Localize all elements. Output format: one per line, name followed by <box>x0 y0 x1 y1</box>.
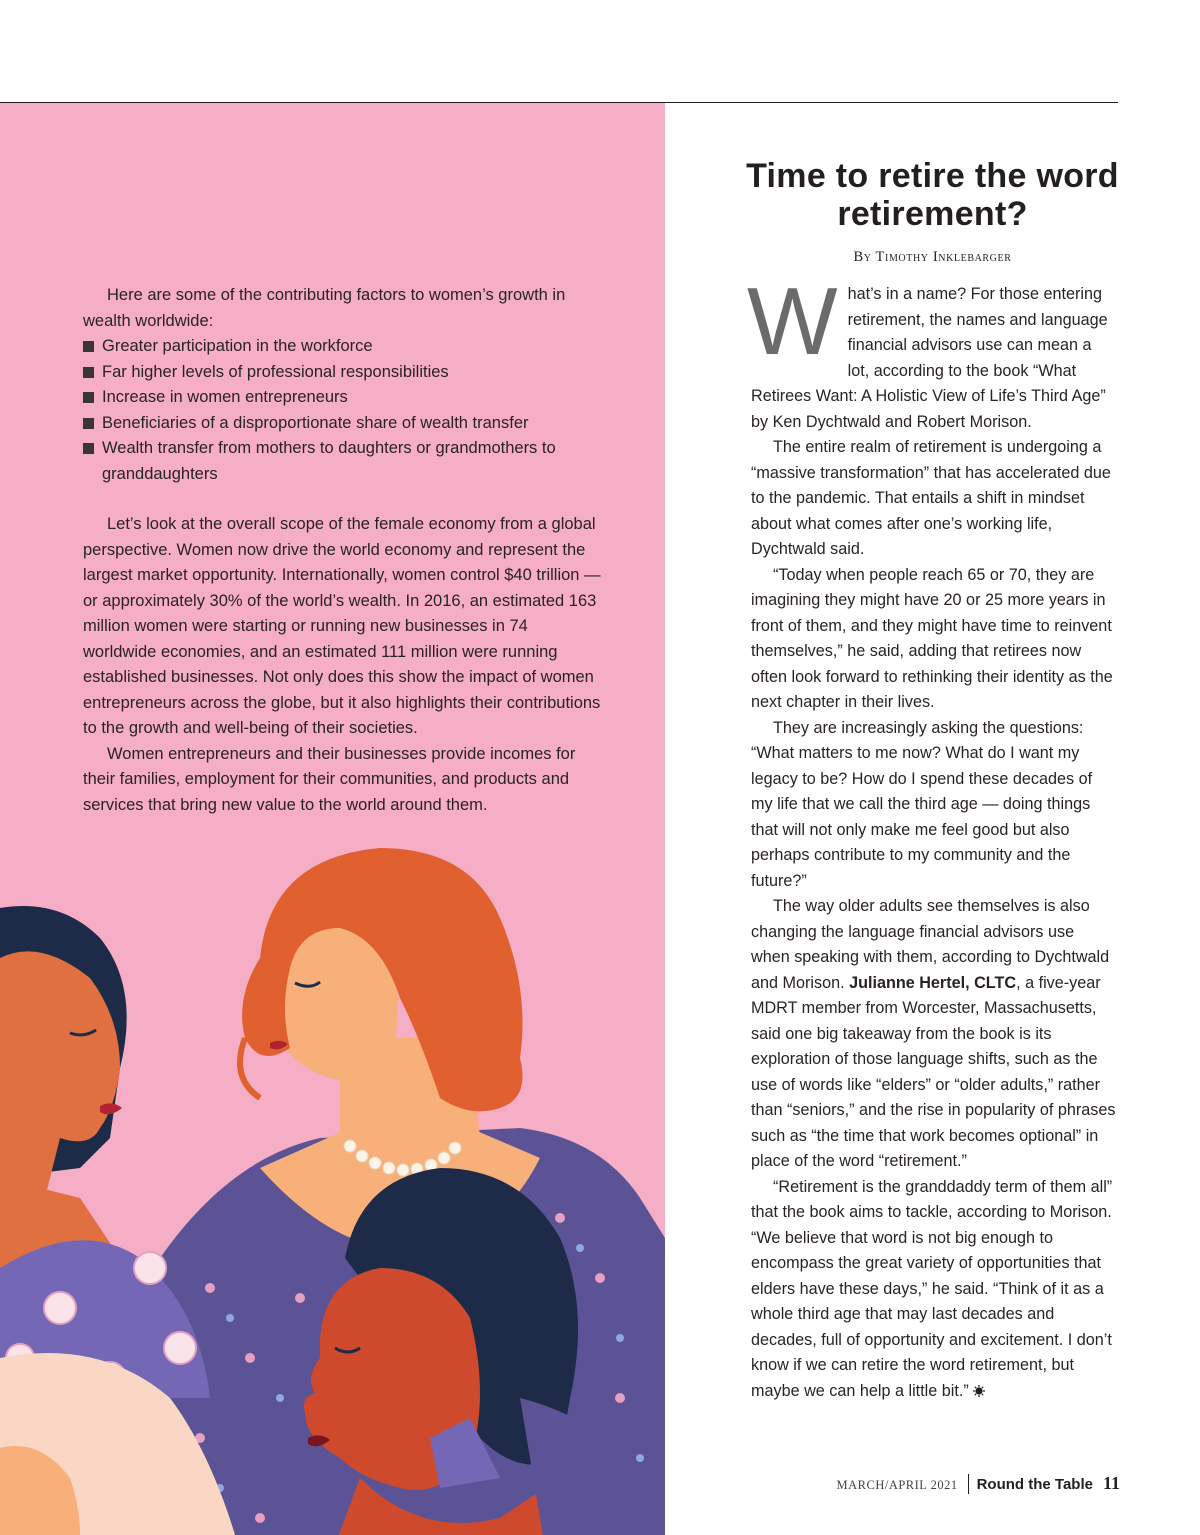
article-paragraph: The way older adults see themselves is also changing the language financial advisors use when speaking with them, according to Dychtwald and Morison. Julianne Hertel, CLTC, a five-year MDRT member from Worcester, Massachusetts, said one big takeaway from the book is its exploration of those language shifts, such as the use of words like “elders” or “older adults,” rather than “seniors,” and the rise in popularity of phrases such as “the time that work becomes optional” in place of the word “retirement.” <box>751 897 1116 1170</box>
magazine-title: Round the Table <box>976 1476 1093 1493</box>
bullet-square-icon <box>83 418 94 429</box>
list-item: Increase in women entrepreneurs <box>83 385 603 411</box>
article-paragraph: “Retirement is the granddaddy term of them all” that the book aims to tackle, according to Morison. “We believe that word is not big enough to encompass the great variety of opportunities that elders have these days,” he said. “Think of it as a whole third age that may last decades and decades, full of opportunity and excitement. I don’t know if we can retire the word retirement, but maybe we can help a little bit.” <box>751 1177 1113 1400</box>
article-paragraph: The entire realm of retirement is undergoing a “massive transformation” that has accelerated due to the pandemic. That entails a shift in mindset about what comes after one’s working life, Dychtwald said. <box>751 438 1111 558</box>
bullet-square-icon <box>83 443 94 454</box>
list-item: Greater participation in the workforce <box>83 334 603 360</box>
article-paragraph: What’s in a name? For those entering retirement, the names and language financial advisors use can mean a lot, according to the book “What Retirees Want: A Holistic View of Life’s Third Age” by Ken Dychtwald and Robert Morison. <box>747 268 1108 431</box>
member-name: Julianne Hertel, CLTC <box>849 973 1017 992</box>
scope-paragraph: Let’s look at the overall scope of the female economy from a global perspective. Women now drive the world economy and represent the largest market opportunity. Internationally, women control $40 trillion — or approximately 30% of the world’s wealth. In 2016, an estimated 163 million women were starting or running new businesses in 74 worldwide economies, and an estimated 111 million were running established businesses. Not only does this show the impact of women entrepreneurs across the globe, but it also highlights their contributions to the growth and well-being of their societies. <box>83 515 601 737</box>
entrepreneurs-paragraph: Women entrepreneurs and their businesses provide incomes for their families, employment for their communities, and products and services that bring new value to the world around them. <box>83 744 576 814</box>
mdrt-sun-icon <box>973 1385 985 1397</box>
issue-date: MARCH/APRIL 2021 <box>836 1478 958 1492</box>
article-paragraph: They are increasingly asking the questions: “What matters to me now? What do I want my legacy to be? How do I spend these decades of my life that we call the third age — doing things that will not only make me feel good but also perhaps contribute to my community and the future?” <box>751 718 1093 890</box>
drop-cap: W <box>747 268 838 375</box>
page-number: 11 <box>1102 1473 1120 1493</box>
factors-list <box>83 334 603 487</box>
page-footer <box>790 1473 1120 1497</box>
bullet-square-icon <box>83 392 94 403</box>
bullet-square-icon <box>83 341 94 352</box>
intro-paragraph: Here are some of the contributing factors to women’s growth in wealth worldwide: <box>83 286 566 330</box>
list-item: Far higher levels of professional responsibilities <box>83 360 603 386</box>
footer-divider <box>968 1474 969 1494</box>
article-byline: By Timothy Inklebarger <box>853 249 1012 265</box>
bullet-square-icon <box>83 367 94 378</box>
women-illustration <box>0 838 665 1535</box>
list-item: Wealth transfer from mothers to daughters or grandmothers to granddaughters <box>83 436 603 487</box>
article-body <box>747 268 1117 1404</box>
sidebar-panel <box>0 103 665 1535</box>
left-column-text <box>83 283 603 818</box>
article-headline: Time to retire the word retirement? <box>746 157 1119 233</box>
list-item: Beneficiaries of a disproportionate share of wealth transfer <box>83 411 603 437</box>
article-paragraph: “Today when people reach 65 or 70, they are imagining they might have 20 or 25 more years in front of them, and they might have time to reinvent themselves,” he said, adding that retirees now often look forward to rethinking their identity as the next chapter in their lives. <box>751 565 1113 711</box>
